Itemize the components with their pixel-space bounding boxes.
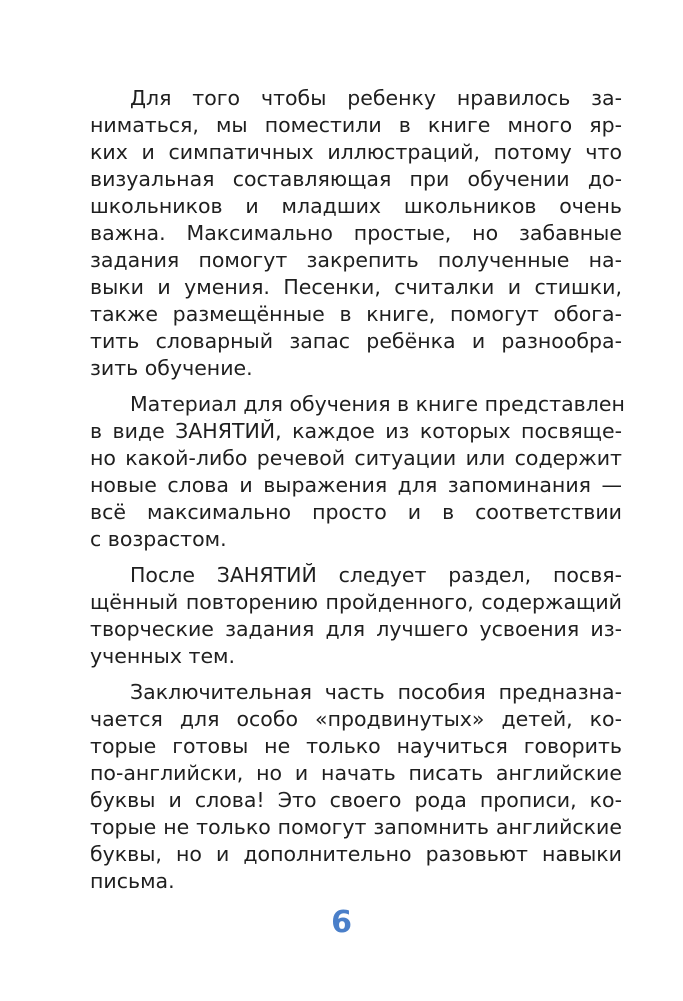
text-line: чается для особо «продвинутых» детей, ко-	[90, 707, 622, 731]
text-line: школьников и младших школьников очень	[90, 194, 622, 218]
text-line: Для того чтобы ребенку нравилось за-	[130, 86, 622, 110]
text-line: с возрастом.	[90, 527, 227, 551]
text-line: творческие задания для лучшего усвоения из-	[90, 617, 622, 641]
text-line: Заключительная часть пособия предназна-	[130, 680, 622, 704]
text-line: задания помогут закрепить полученные на-	[90, 248, 622, 272]
text-line: буквы, но и дополнительно разовьют навыки	[90, 842, 622, 866]
text-line: визуальная составляющая при обучении до-	[90, 167, 622, 191]
text-line: также размещённые в книге, помогут обога-	[90, 302, 622, 326]
text-line: всё максимально просто и в соответствии	[90, 500, 622, 524]
text-line: по-английски, но и начать писать английские	[90, 761, 622, 785]
text-line: щённый повторению пройденного, содержащий	[90, 590, 622, 614]
text-line: ниматься, мы поместили в книге много яр-	[90, 113, 622, 137]
page-number: 6	[331, 905, 352, 940]
paragraph-3	[90, 562, 622, 670]
text-line: Материал для обучения в книге представлен	[130, 392, 625, 416]
text-line: выки и умения. Песенки, считалки и стишки,	[90, 275, 622, 299]
text-line: ученных тем.	[90, 644, 236, 668]
text-line: буквы и слова! Это своего рода прописи, ко-	[90, 788, 622, 812]
text-line: После ЗАНЯТИЙ следует раздел, посвя-	[130, 563, 622, 587]
text-line: в виде ЗАНЯТИЙ, каждое из которых посвяще-	[90, 419, 622, 443]
paragraph-1	[90, 85, 622, 382]
text-line: тить словарный запас ребёнка и разнообра-	[90, 329, 622, 353]
text-line: важна. Максимально простые, но забавные	[90, 221, 622, 245]
paragraph-4	[90, 679, 622, 895]
paragraph-2	[90, 391, 625, 553]
text-line: ких и симпатичных иллюстраций, потому что	[90, 140, 622, 164]
text-line: письма.	[90, 869, 175, 893]
text-line: новые слова и выражения для запоминания —	[90, 473, 622, 497]
text-line: но какой-либо речевой ситуации или содержит	[90, 446, 622, 470]
body-text	[90, 85, 625, 904]
text-line: зить обучение.	[90, 356, 253, 380]
text-line: торые готовы не только научиться говорить	[90, 734, 622, 758]
text-line: торые не только помогут запомнить английские	[90, 815, 622, 839]
